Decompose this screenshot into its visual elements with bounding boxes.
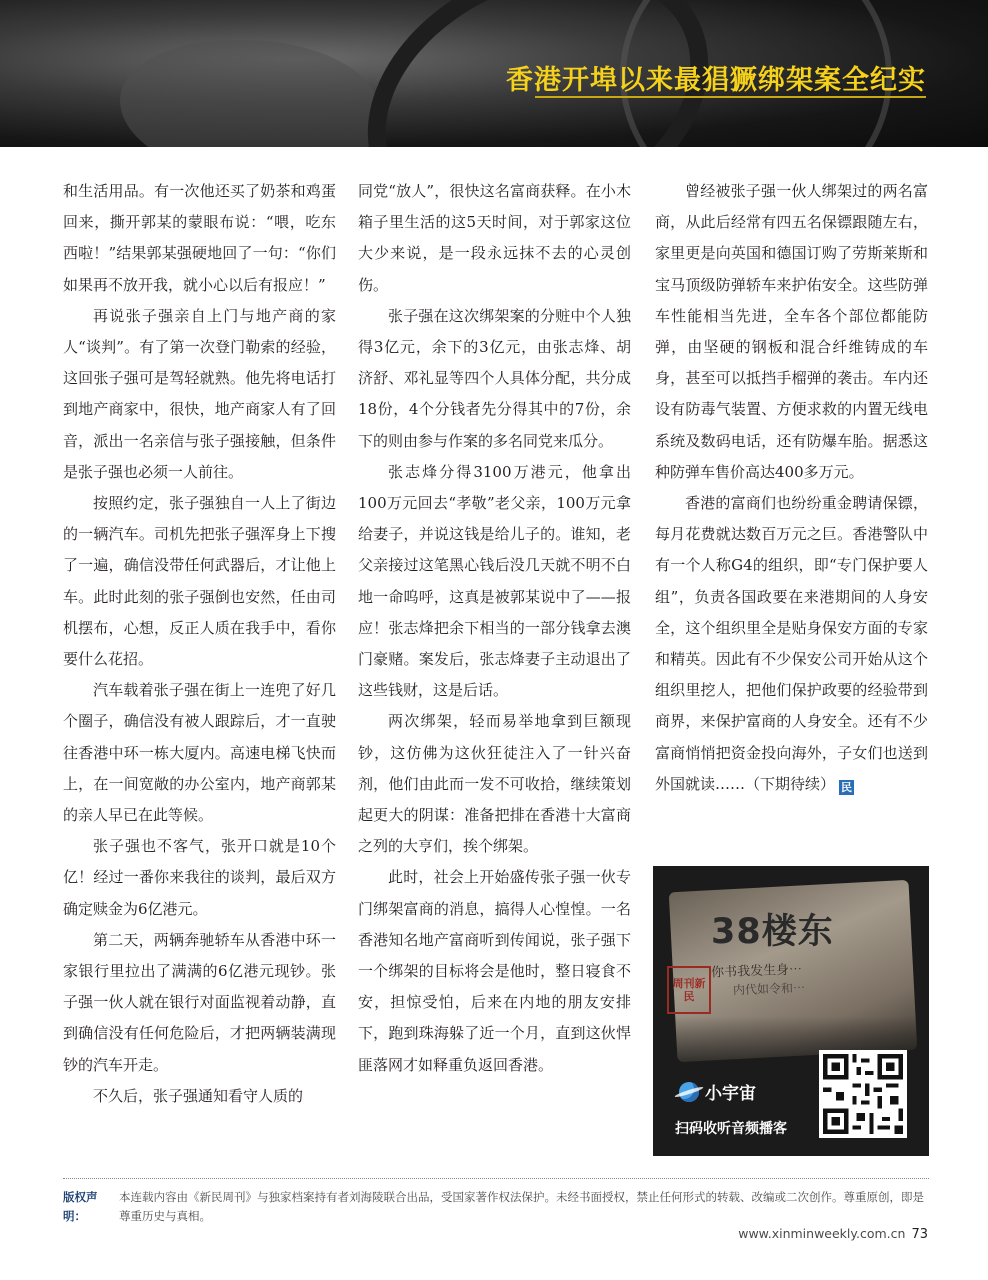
end-mark-icon: 民 [841, 780, 853, 794]
paragraph: 第二天，两辆奔驰轿车从香港中环一家银行里拉出了满满的6亿港元现钞。张子强一伙人就在银行对面监视着动静，直到确信没有任何危险后，才把两辆装满现钞的汽车开走。 [63, 930, 336, 1074]
paragraph: 和生活用品。有一次他还买了奶茶和鸡蛋回来，撕开郭某的蒙眼布说：“喂，吃东西啦！”结果郭某强硬地回了一句：“你们如果再不放开我，就小心以后有报应！” [63, 182, 336, 294]
red-seal-stamp: 周刊新民 [667, 966, 711, 1014]
paragraph-final-text: 香港的富商们也纷纷重金聘请保镖，每月花费就达数百万元之巨。香港警队中有一个人称G4的组织，即“专门保护要人组”，负责各国政要在来港期间的人身安全，这个组织里全是贴身保安方面的专家和精英。因此有不少保安公司开始从这个组织里挖人，把他们保护政要的经验带到商界，来保护富商的人身安全。还有不少富商悄悄把资金投向海外，子女们也送到外国就读……（下期待续） [655, 494, 928, 793]
podcast-promo[interactable] [653, 866, 929, 1156]
title-underline [535, 96, 926, 98]
copyright-notice [63, 1188, 933, 1226]
paragraph: 张子强也不客气，张开口就是10个亿！经过一番你来我往的谈判，最后双方确定赎金为6亿港元。 [63, 837, 336, 918]
podcast-brand: 小宇宙 [705, 1084, 756, 1104]
paragraph: 张子强在这次绑架案的分赃中个人独得3亿元，余下的3亿元，由张志烽、胡济舒、邓礼显等四个人具体分配，共分成18份，4个分钱者先分得其中的7份，余下的则由参与作案的多名同党来瓜分。 [358, 306, 631, 450]
page-footer [738, 1226, 928, 1242]
banner-photo-hand [120, 40, 380, 147]
paragraph: 曾经被张子强一伙人绑架过的两名富商，从此后经常有四五名保镖跟随左右，家里更是向英国和德国订购了劳斯莱斯和宝马顶级防弹轿车来护佑安全。这些防弹车性能相当先进，全车各个部位都能防弹，由坚硬的钢板和混合纤维铸成的车身，甚至可以抵挡手榴弹的袭击。车内还设有防毒气装置、方便求救的内置无线电系统及数码电话，还有防爆车胎。据悉这种防弹车售价高达400多万元。 [655, 182, 928, 481]
paragraph: 此时，社会上开始盛传张子强一伙专门绑架富商的消息，搞得人心惶惶。一名香港知名地产富商听到传闻说，张子强下一个绑架的目标将会是他时，整日寝食不安，担惊受怕，后来在内地的朋友安排下，跑到珠海躲了近一个月，直到这伙悍匪落网才如释重负返回香港。 [358, 868, 631, 1074]
series-title: 香港开埠以来最猖獗绑架案全纪实 [506, 65, 926, 96]
page-number: 73 [911, 1227, 928, 1242]
qr-code[interactable] [819, 1050, 907, 1138]
scan-instruction: 扫码收听音频播客 [675, 1121, 787, 1137]
paragraph: 再说张子强亲自上门与地产商的家人“谈判”。有了第一次登门勒索的经验，这回张子强可是驾轻就熟。他先将电话打到地产商家中，很快，地产商家人有了回音，派出一名亲信与张子强接触，但条件是张子强也必须一人前往。 [63, 306, 336, 481]
paragraph: 张志烽分得3100万港元，他拿出100万元回去“孝敬”老父亲，100万元拿给妻子，并说这钱是给儿子的。谁知，老父亲接过这笔黑心钱后没几天就不明不白地一命呜呼，这真是被郭某说中了——报应！张志烽把余下相当的一部分钱拿去澳门豪赌。案发后，张志烽妻子主动退出了这些钱财，这是后话。 [358, 462, 631, 700]
website-url: www.xinminweekly.com.cn [738, 1226, 906, 1241]
paragraph: 两次绑架，轻而易举地拿到巨额现钞，这仿佛为这伙狂徒注入了一针兴奋剂，他们由此而一发不可收拾，继续策划起更大的阴谋：准备把排在香港十大富商之列的大亨们，挨个绑架。 [358, 712, 631, 856]
promo-handwriting-1: 你书我发生身⋯ [710, 962, 803, 981]
paragraph-final [655, 488, 928, 800]
qr-code-icon [819, 1050, 907, 1138]
podcast-show-title: 38楼东 [711, 912, 834, 952]
copyright-text: 本连载内容由《新民周刊》与独家档案持有者刘海陵联合出品，受国家著作权法保护。未经书面授权，禁止任何形式的转载、改编或二次创作。尊重原创，即是尊重历史与真相。 [119, 1190, 924, 1223]
copyright-label: 版权声明： [63, 1190, 98, 1223]
article-column-3 [655, 176, 928, 800]
paragraph: 按照约定，张子强独自一人上了街边的一辆汽车。司机先把张子强浑身上下搜了一遍，确信没带任何武器后，才让他上车。此时此刻的张子强倒也安然，任由司机摆布，心想，反正人质在我手中，看你要什么花招。 [63, 494, 336, 669]
article-column-2 [358, 176, 631, 1081]
paragraph: 不久后，张子强通知看守人质的 [93, 1086, 304, 1105]
footnote-divider [63, 1178, 929, 1179]
article-column-1 [63, 176, 336, 1112]
promo-handwriting-2: 内代如令和⋯ [732, 980, 806, 998]
header-banner [0, 0, 988, 147]
paragraph: 汽车载着张子强在街上一连兜了好几个圈子，确信没有被人跟踪后，才一直驶往香港中环一栋大厦内。高速电梯飞快而上，在一间宽敞的办公室内，地产商郭某的亲人早已在此等候。 [63, 681, 336, 825]
planet-icon [679, 1082, 699, 1102]
paragraph: 同党“放人”，很快这名富商获释。在小木箱子里生活的这5天时间，对于郭家这位大少来说，是一段永远抹不去的心灵创伤。 [358, 182, 631, 294]
